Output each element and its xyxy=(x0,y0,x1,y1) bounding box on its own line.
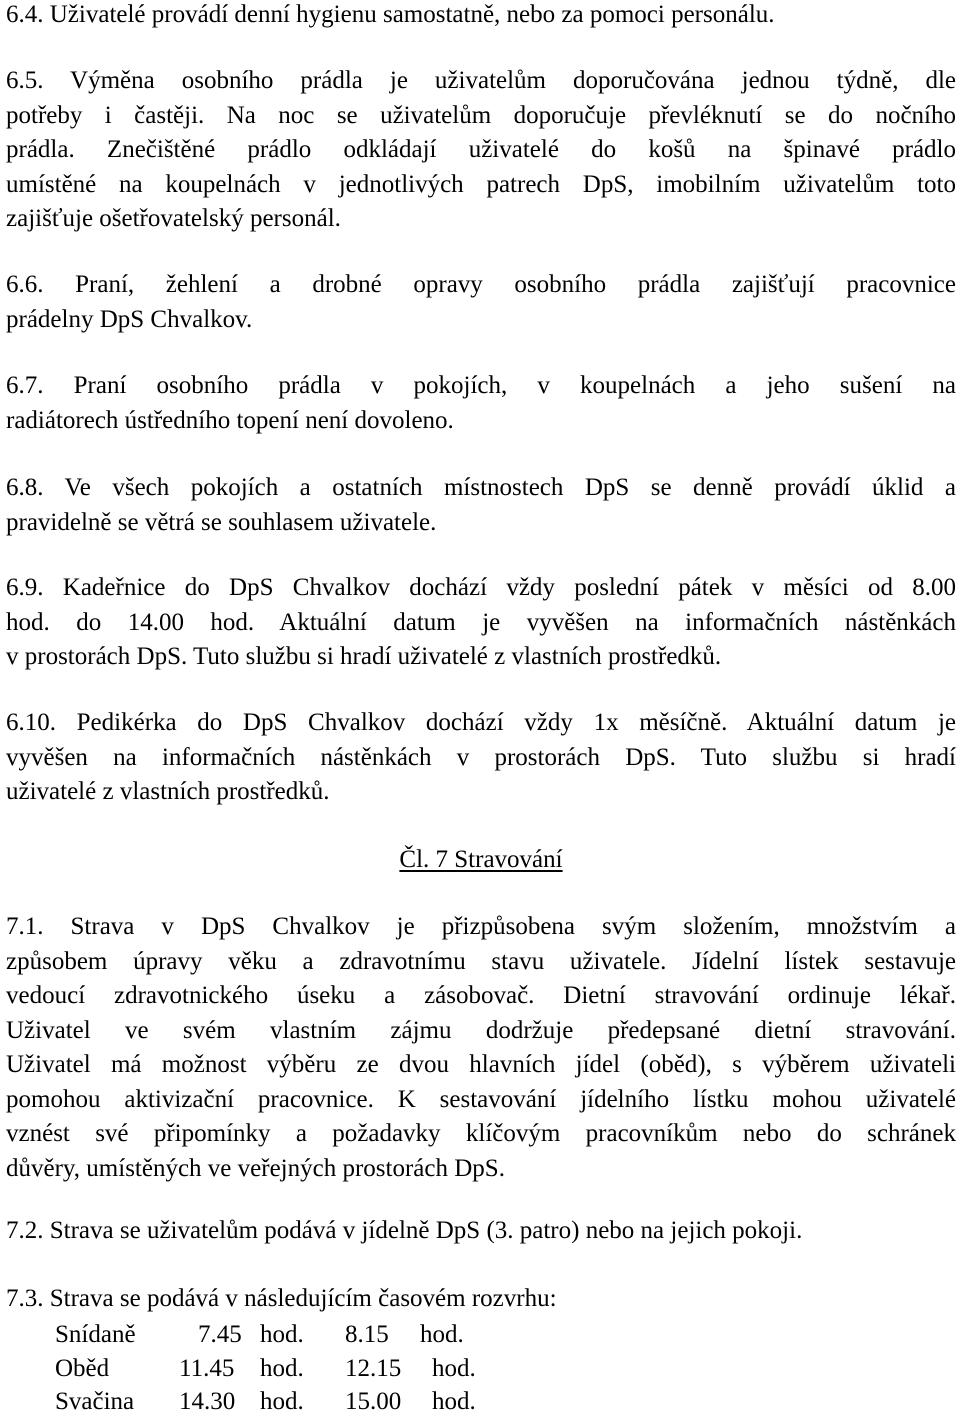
time-unit: hod. xyxy=(260,1354,304,1382)
paragraph-7-3 xyxy=(6,1282,956,1317)
text-line: způsobem úpravy věku a zdravotnímu stavu uživatele. Jídelní lístek sestavuje xyxy=(6,947,956,975)
text-line: umístěné na koupelnách v jednotlivých patrech DpS, imobilním uživatelům toto xyxy=(6,170,956,198)
text-line: 7.2. Strava se uživatelům podává v jídelně DpS (3. patro) nebo na jejich pokoji. xyxy=(6,1217,803,1244)
text-line: pomohou aktivizační pracovnice. K sestavování jídelního lístku mohou uživatelé xyxy=(6,1085,956,1113)
text-line: v prostorách DpS. Tuto službu si hradí uživatelé z vlastních prostředků. xyxy=(6,643,722,670)
time-unit: hod. xyxy=(432,1354,476,1382)
paragraph-6-7 xyxy=(6,369,956,438)
time-unit: hod. xyxy=(260,1321,304,1348)
text-line: 7.1. Strava v DpS Chvalkov je přizpůsobena svým složením, množstvím a xyxy=(6,913,956,940)
text-line: 6.10. Pedikérka do DpS Chvalkov dochází vždy 1x měsíčně. Aktuální datum je xyxy=(6,709,956,736)
meal-name: Snídaně xyxy=(55,1321,136,1348)
text-line: vznést své připomínky a požadavky klíčovým pracovníkům nebo do schránek xyxy=(6,1120,956,1147)
schedule-row xyxy=(55,1352,575,1386)
text-line: potřeby i častěji. Na noc se uživatelům doporučuje převléknutí se do nočního xyxy=(6,101,956,129)
section-heading xyxy=(6,843,956,877)
text-line: 6.5. Výměna osobního prádla je uživatelům doporučována jednou týdně, dle xyxy=(6,67,956,94)
time-unit: hod. xyxy=(260,1388,304,1415)
time-unit: hod. xyxy=(420,1321,464,1348)
schedule-row xyxy=(55,1318,575,1352)
text-line: Uživatel má možnost výběru ze dvou hlavních jídel (oběd), s výběrem uživateli xyxy=(6,1051,956,1078)
section-heading-text: Čl. 7 Stravování xyxy=(399,846,563,873)
time-from: 14.30 xyxy=(179,1388,236,1415)
text-line: uživatelé z vlastních prostředků. xyxy=(6,778,330,805)
text-line: 6.8. Ve všech pokojích a ostatních místnostech DpS se denně provádí úklid a xyxy=(6,474,956,501)
meal-name: Svačina xyxy=(55,1388,135,1415)
paragraph-6-10 xyxy=(6,706,956,810)
meal-schedule xyxy=(55,1318,575,1419)
text-line: prádelny DpS Chvalkov. xyxy=(6,305,253,333)
paragraph-6-4 xyxy=(6,0,956,33)
text-line: důvěry, umístěných ve veřejných prostorách DpS. xyxy=(6,1154,505,1182)
text-line: Uživatel ve svém vlastním zájmu dodržuje předepsané dietní stravování. xyxy=(6,1016,956,1044)
text-line: 6.6. Praní, žehlení a drobné opravy osobního prádla zajišťují pracovnice xyxy=(6,271,956,298)
text-line: 6.9. Kadeřnice do DpS Chvalkov dochází vždy poslední pátek v měsíci od 8.00 xyxy=(6,574,956,601)
text-line: zajišťuje ošetřovatelský personál. xyxy=(6,205,341,232)
text-line: 6.7. Praní osobního prádla v pokojích, v koupelnách a jeho sušení na xyxy=(6,372,956,399)
paragraph-6-8 xyxy=(6,471,956,540)
text-line: prádla. Znečištěné prádlo odkládají uživatelé do košů na špinavé prádlo xyxy=(6,136,956,163)
time-to: 8.15 xyxy=(345,1321,389,1348)
text-line: hod. do 14.00 hod. Aktuální datum je vyvěšen na informačních nástěnkách xyxy=(6,608,956,636)
text-line: vyvěšen na informačních nástěnkách v prostorách DpS. Tuto službu si hradí xyxy=(6,743,956,771)
paragraph-7-2 xyxy=(6,1214,956,1249)
paragraph-6-6 xyxy=(6,268,956,337)
meal-name: Oběd xyxy=(55,1354,110,1382)
time-from: 11.45 xyxy=(179,1354,235,1382)
text-line: 6.4. Uživatelé provádí denní hygienu samostatně, nebo za pomoci personálu. xyxy=(6,1,775,28)
text-line: pravidelně se větrá se souhlasem uživatele. xyxy=(6,508,437,536)
paragraph-6-9 xyxy=(6,571,956,675)
text-line: radiátorech ústředního topení není dovoleno. xyxy=(6,406,454,434)
time-to: 12.15 xyxy=(345,1354,402,1382)
text-line: vedoucí zdravotnického úseku a zásobovač. Dietní stravování ordinuje lékař. xyxy=(6,982,956,1009)
paragraph-7-1 xyxy=(6,910,956,1186)
time-from: 7.45 xyxy=(198,1321,242,1348)
paragraph-6-5 xyxy=(6,64,956,237)
time-to: 15.00 xyxy=(345,1388,402,1415)
schedule-row xyxy=(55,1385,575,1419)
time-unit: hod. xyxy=(432,1388,476,1415)
text-line: 7.3. Strava se podává v následujícím časovém rozvrhu: xyxy=(6,1285,557,1312)
